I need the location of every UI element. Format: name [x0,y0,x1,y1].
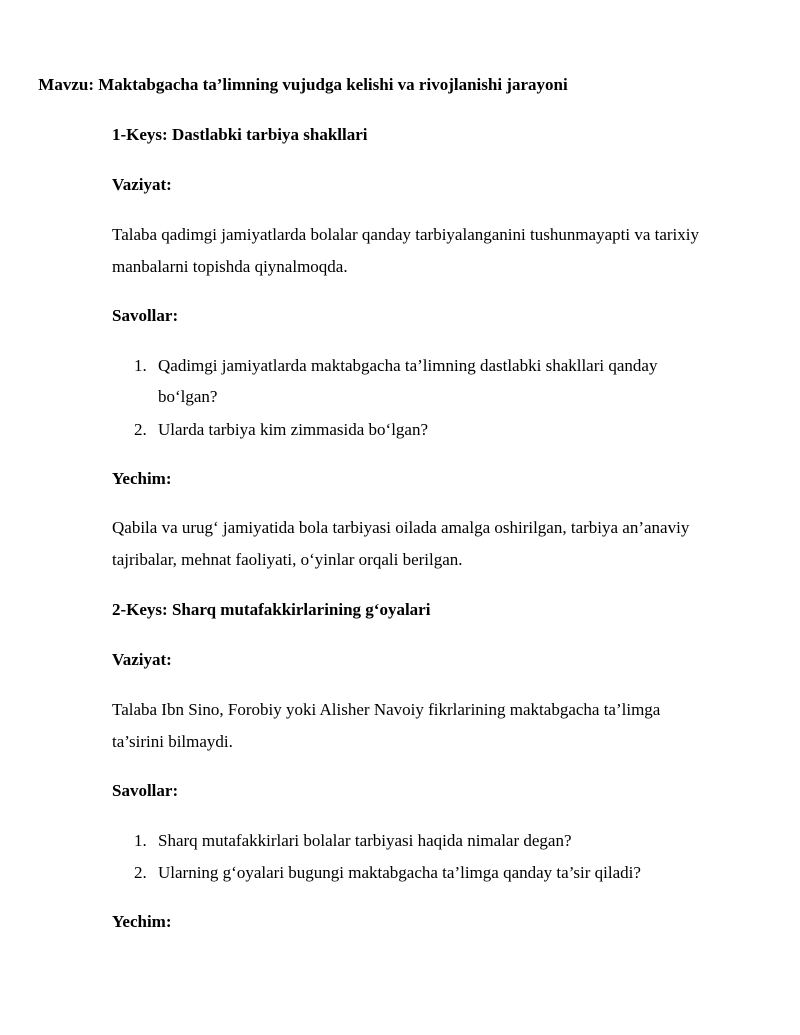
case1-solution-line2: tajribalar, mehnat faoliyati, o‘yinlar orqali berilgan. [112,550,463,569]
list-number: 1. [134,831,147,850]
list-number: 1. [134,356,147,375]
list-item-text: Ularning g‘oyalari bugungi maktabgacha ta’limga qanday ta’sir qiladi? [158,863,641,882]
list-number: 2. [134,420,147,439]
list-item-text: Qadimgi jamiyatlarda maktabgacha ta’limning dastlabki shakllari qanday [158,356,658,375]
case1-situation-line2: manbalarni topishda qiynalmoqda. [112,257,348,276]
document-title: Mavzu: Maktabgacha ta’limning vujudga kelishi va rivojlanishi jarayoni [38,75,568,94]
case1-situation-line1: Talaba qadimgi jamiyatlarda bolalar qanday tarbiyalanganini tushunmayapti va tarixiy [112,225,699,244]
case2-heading: 2-Keys: Sharq mutafakkirlarining g‘oyalari [112,600,431,619]
case1-situation-label: Vaziyat: [112,175,172,194]
case2-situation-line1: Talaba Ibn Sino, Forobiy yoki Alisher Navoiy fikrlarining maktabgacha ta’limga [112,700,661,719]
case1-questions-label: Savollar: [112,306,179,325]
list-item-text: Ularda tarbiya kim zimmasida bo‘lgan? [158,420,429,439]
case2-solution-label: Yechim: [112,912,172,931]
case1-solution-label: Yechim: [112,469,172,488]
list-item-text: Sharq mutafakkirlari bolalar tarbiyasi haqida nimalar degan? [158,831,572,850]
case1-solution-line1: Qabila va urug‘ jamiyatida bola tarbiyasi oilada amalga oshirilgan, tarbiya an’anaviy [112,518,690,537]
case2-situation-line2: ta’sirini bilmaydi. [112,732,233,751]
case1-heading: 1-Keys: Dastlabki tarbiya shakllari [112,125,368,144]
case2-situation-label: Vaziyat: [112,650,172,669]
list-number: 2. [134,863,147,882]
list-item-text: bo‘lgan? [158,387,218,406]
case2-questions-label: Savollar: [112,781,179,800]
